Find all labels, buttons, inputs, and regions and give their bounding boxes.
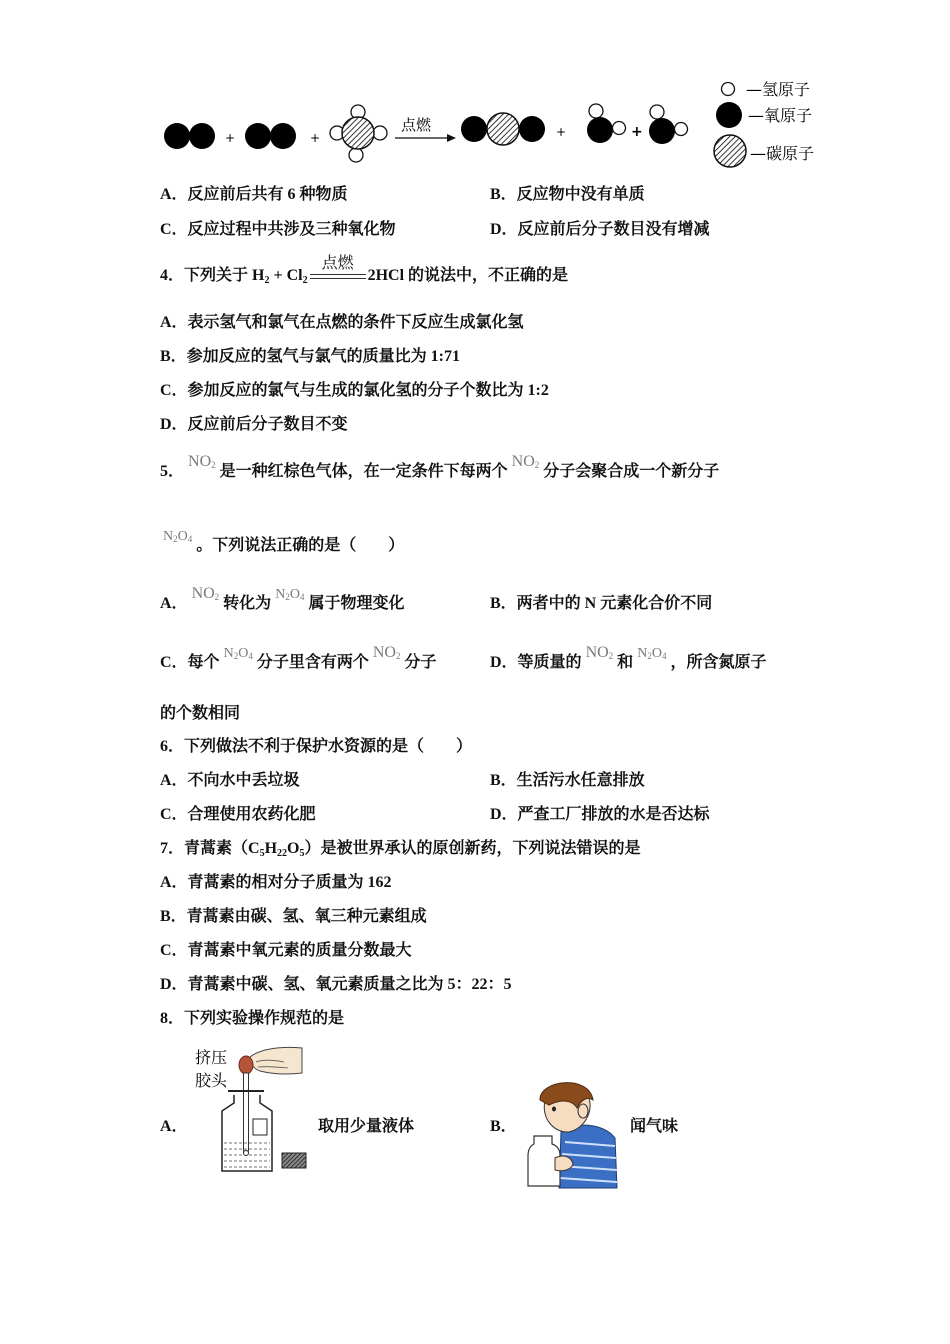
q7-option-a: A．青蒿素的相对分子质量为 162 xyxy=(160,874,392,891)
q5-option-c xyxy=(160,644,437,676)
formula-no2 xyxy=(188,453,216,470)
q7-stem-prefix: 7．青蒿素（C xyxy=(160,840,260,857)
q3-option-a: A．反应前后共有 6 种物质 xyxy=(160,186,348,203)
formula-subscript: 5 xyxy=(259,848,265,859)
q4-stem-plus: + Cl xyxy=(269,267,303,284)
formula-no2 xyxy=(373,644,401,661)
formula-subscript: 2 xyxy=(608,651,614,661)
q7-option-d: D．青蒿素中碳、氢、氧元素质量之比为 5：22：5 xyxy=(160,976,512,993)
h2-subscript: 2 xyxy=(264,275,270,286)
smelling-illustration xyxy=(525,1078,620,1190)
figure-label-bulb: 胶头 xyxy=(195,1071,228,1090)
dropper-illustration xyxy=(190,1043,315,1178)
formula-element: N xyxy=(163,529,174,544)
q5-option-d xyxy=(490,644,767,676)
reaction-diagram xyxy=(0,0,950,180)
option-text: 转化为 xyxy=(223,595,272,612)
formula-element: O xyxy=(238,646,249,661)
q5-option-a xyxy=(160,585,405,617)
formula-element: O xyxy=(651,646,662,661)
q8-option-b-label: B． xyxy=(490,1118,517,1135)
legend xyxy=(714,80,814,167)
q8-option-b-caption: 闻气味 xyxy=(630,1118,679,1135)
hydrogen-atom xyxy=(613,122,626,135)
q8-option-a-caption: 取用少量液体 xyxy=(318,1118,415,1135)
formula-subscript: 22 xyxy=(277,848,288,859)
formula-subscript: 2 xyxy=(285,592,290,602)
q6-option-b: B．生活污水任意排放 xyxy=(490,772,645,789)
q4-stem xyxy=(160,253,569,291)
option-label: C．每个 xyxy=(160,654,220,671)
hand xyxy=(555,1156,573,1171)
option-text: 分子里含有两个 xyxy=(256,654,369,671)
formula-base: NO xyxy=(511,453,535,470)
carbon-atom xyxy=(342,117,374,149)
formula-subscript: 4 xyxy=(187,534,193,544)
option-text: 分子 xyxy=(404,654,437,671)
reaction-arrow xyxy=(395,134,456,142)
q4-stem-prefix: 4．下列关于 H xyxy=(160,267,265,284)
q4-option-a: A．表示氢气和氯气在点燃的条件下反应生成氯化氢 xyxy=(160,314,524,331)
ear xyxy=(578,1104,588,1118)
carbon-atom xyxy=(487,113,519,145)
carbon-dioxide-molecule xyxy=(461,113,545,145)
water-molecule xyxy=(649,105,688,144)
formula-element: H xyxy=(264,840,278,857)
oxygen-molecule xyxy=(164,123,215,149)
formula-subscript: 2 xyxy=(534,460,540,470)
q4-stem-suffix: 2HCl 的说法中，不正确的是 xyxy=(367,267,569,284)
legend-hydrogen-label: —氢原子 xyxy=(746,80,811,99)
q5-option-b: B．两者中的 N 元素化合价不同 xyxy=(490,595,713,612)
formula-element: N xyxy=(275,587,286,602)
plus-sign: + xyxy=(631,124,643,140)
q3-option-d: D．反应前后分子数目没有增减 xyxy=(490,221,710,238)
formula-base: NO xyxy=(585,644,609,661)
formula-element: N xyxy=(223,646,234,661)
formula-subscript: 2 xyxy=(214,592,220,602)
drop xyxy=(244,1151,249,1156)
formula-subscript: 2 xyxy=(395,651,401,661)
equals-double-line xyxy=(310,274,366,279)
oxygen-atom xyxy=(649,118,675,144)
hydrogen-atom xyxy=(589,104,603,118)
formula-base: NO xyxy=(372,644,396,661)
option-label: D．等质量的 xyxy=(490,654,582,671)
cl2-subscript: 2 xyxy=(302,275,308,286)
oxygen-atom xyxy=(461,116,487,142)
formula-no2 xyxy=(512,453,540,470)
plus-sign: + xyxy=(556,125,567,139)
dropper-bulb xyxy=(239,1056,253,1074)
q4-option-d: D．反应前后分子数目不变 xyxy=(160,416,348,433)
formula-element: O xyxy=(177,529,188,544)
reaction-condition-label: 点燃 xyxy=(321,253,354,272)
plus-sign: + xyxy=(310,131,321,145)
formula-element: O xyxy=(289,587,300,602)
formula-subscript: 5 xyxy=(299,848,305,859)
option-text: ，所含氮原子 xyxy=(670,654,767,671)
formula-subscript: 2 xyxy=(647,651,652,661)
oxygen-atom xyxy=(270,123,296,149)
formula-no2 xyxy=(192,585,220,602)
q7-option-c: C．青蒿素中氧元素的质量分数最大 xyxy=(160,942,412,959)
reaction-condition xyxy=(310,253,366,286)
q5-stem-text1: 是一种红棕色气体，在一定条件下每两个 xyxy=(219,463,508,480)
oxygen-molecule xyxy=(245,123,296,149)
oxygen-atom xyxy=(189,123,215,149)
q5-number: 5． xyxy=(160,463,185,480)
hydrogen-atom xyxy=(373,126,387,140)
formula-n2o4 xyxy=(275,587,304,602)
q5-stem-text2: 分子会聚合成一个新分子 xyxy=(543,463,720,480)
q7-stem-suffix: ）是被世界承认的原创新药，下列说法错误的是 xyxy=(304,840,641,857)
formula-no2 xyxy=(586,644,614,661)
oxygen-atom xyxy=(519,116,545,142)
arrow-condition-label: 点燃 xyxy=(401,116,432,134)
figure-label-squeeze: 挤压 xyxy=(195,1048,228,1067)
formula-base: NO xyxy=(191,585,215,602)
q6-option-d: D．严查工厂排放的水是否达标 xyxy=(490,806,710,823)
legend-hydrogen-swatch xyxy=(722,83,735,96)
formula-base: NO xyxy=(188,453,212,470)
q6-option-a: A．不向水中丢垃圾 xyxy=(160,772,300,789)
formula-element: O xyxy=(287,840,300,857)
formula-subscript: 2 xyxy=(233,651,239,661)
formula-n2o4 xyxy=(637,646,666,661)
formula-subscript: 4 xyxy=(661,651,667,661)
formula-subscript: 2 xyxy=(173,534,178,544)
legend-carbon-swatch xyxy=(714,135,746,167)
legend-oxygen-label: —氧原子 xyxy=(748,106,813,125)
option-label: A． xyxy=(160,595,188,612)
methane-molecule xyxy=(330,105,387,162)
formula-element: N xyxy=(637,646,648,661)
dropper-tube xyxy=(244,1073,249,1151)
oxygen-atom xyxy=(587,117,613,143)
q6-stem: 6．下列做法不利于保护水资源的是（ ） xyxy=(160,738,473,755)
water-molecule xyxy=(587,104,626,143)
q5-stem-text3: 。下列说法正确的是（ ） xyxy=(196,537,405,554)
plus-sign: + xyxy=(225,131,236,145)
rubber-pad xyxy=(282,1153,306,1168)
formula-n2o4 xyxy=(224,646,253,661)
legend-oxygen-swatch xyxy=(716,102,742,128)
hydrogen-atom xyxy=(675,123,688,136)
hydrogen-atom xyxy=(349,148,363,162)
q5-stem-line2 xyxy=(160,529,405,559)
option-text: 属于物理变化 xyxy=(308,595,405,612)
q3-option-b: B．反应物中没有单质 xyxy=(490,186,645,203)
q4-option-c: C．参加反应的氯气与生成的氯化氢的分子个数比为 1:2 xyxy=(160,382,549,399)
q5-stem xyxy=(160,453,720,485)
legend-carbon-label: —碳原子 xyxy=(750,144,815,163)
q8-stem: 8．下列实验操作规范的是 xyxy=(160,1010,345,1027)
q5-option-d-continuation: 的个数相同 xyxy=(160,705,241,722)
q4-option-b: B．参加反应的氢气与氯气的质量比为 1:71 xyxy=(160,348,461,365)
formula-n2o4 xyxy=(163,529,192,544)
q6-option-c: C．合理使用农药化肥 xyxy=(160,806,316,823)
q7-option-b: B．青蒿素由碳、氢、氧三种元素组成 xyxy=(160,908,427,925)
formula-subscript: 4 xyxy=(299,592,305,602)
q8-option-a-label: A． xyxy=(160,1118,188,1135)
q3-option-c: C．反应过程中共涉及三种氧化物 xyxy=(160,221,396,238)
option-text: 和 xyxy=(617,654,634,671)
oxygen-atom xyxy=(245,123,271,149)
bottle-label xyxy=(253,1119,267,1135)
hydrogen-atom xyxy=(650,105,664,119)
oxygen-atom xyxy=(164,123,190,149)
formula-subscript: 2 xyxy=(211,460,216,470)
q7-stem xyxy=(160,839,640,864)
formula-subscript: 4 xyxy=(248,651,253,661)
eye xyxy=(552,1107,556,1112)
